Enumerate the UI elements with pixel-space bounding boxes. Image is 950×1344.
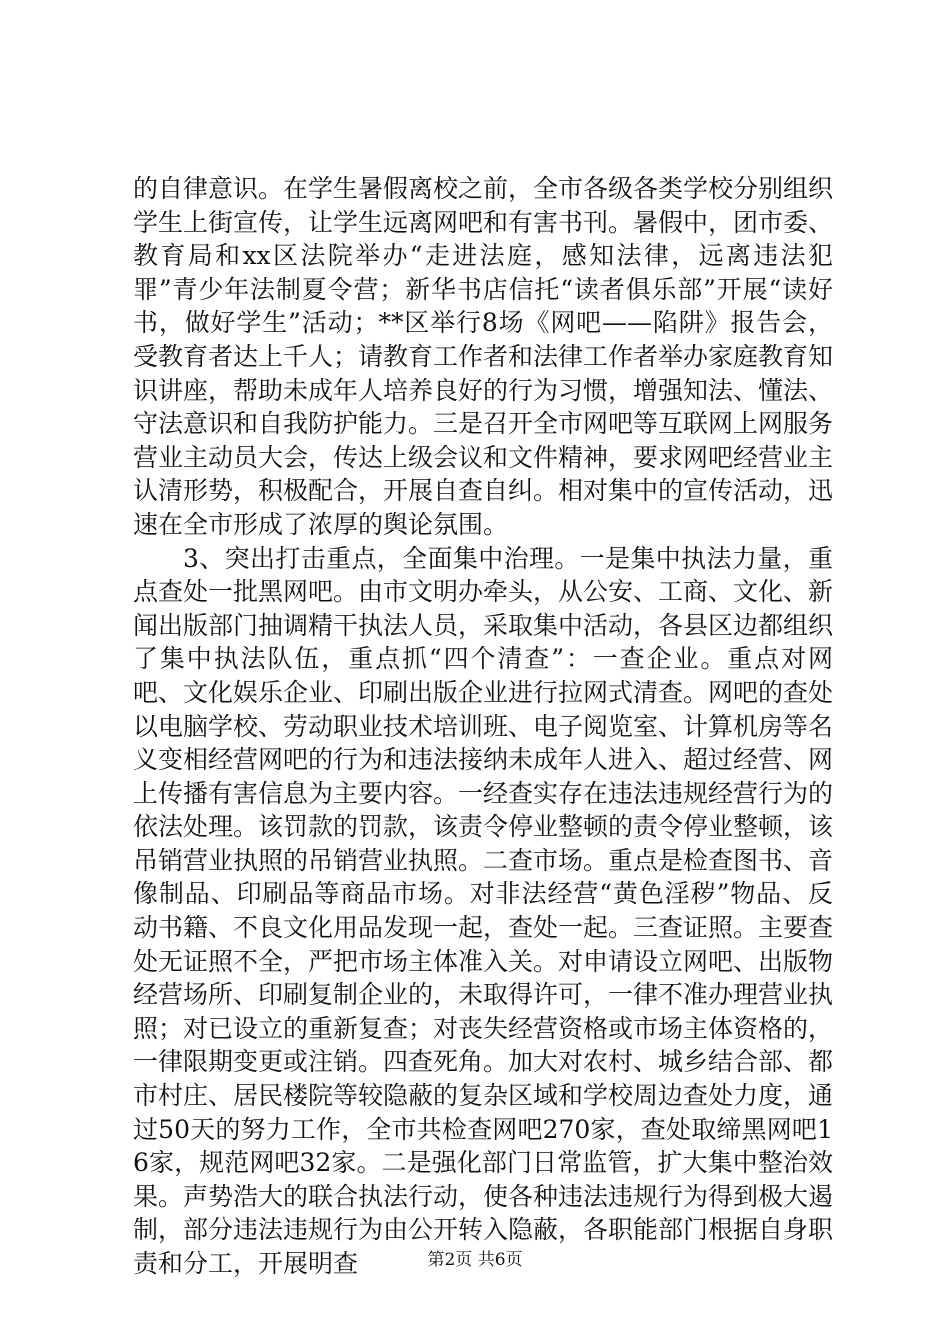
body-text <box>133 172 833 1281</box>
paragraph-section-3: 3、突出打击重点，全面集中治理。一是集中执法力量，重点查处一批黑网吧。由市文明办牵头，从公安、工商、文化、新闻出版部门抽调精干执法人员，采取集中活动，各县区边都组织了集中执法队伍，重点抓“四个清查”：一查企业。重点对网吧、文化娱乐企业、印刷出版企业进行拉网式清查。网吧的查处以电脑学校、劳动职业技术培训班、电子阅览室、计算机房等名义变相经营网吧的行为和违法接纳未成年人进入、超过经营、网上传播有害信息为主要内容。一经查实存在违法违规经营行为的依法处理。该罚款的罚款，该责令停业整顿的责令停业整顿，该吊销营业执照的吊销营业执照。二查市场。重点是检查图书、音像制品、印刷品等商品市场。对非法经营“黄色淫秽”物品、反动书籍、不良文化用品发现一起，查处一起。三查证照。主要查处无证照不全，严把市场主体准入关。对申请设立网吧、出版物经营场所、印刷复制企业的，未取得许可，一律不准办理营业执照；对已设立的重新复查；对丧失经营资格或市场主体资格的，一律限期变更或注销。四查死角。加大对农村、城乡结合部、都市村庄、居民楼院等较隐蔽的复杂区域和学校周边查处力度，通过50天的努力工作，全市共检查网吧270家，查处取缔黑网吧16家，规范网吧32家。二是强化部门日常监管，扩大集中整治效果。声势浩大的联合执法行动，使各种违法违规行为得到极大遏制，部分违法违规行为由公开转入隐蔽，各职能部门根据自身职责和分工，开展明查 <box>133 543 834 1278</box>
page-number-footer: 第2页 共6页 <box>427 1250 523 1270</box>
paragraph-continuation: 的自律意识。在学生暑假离校之前，全市各级各类学校分别组织学生上街宣传，让学生远离网吧和有害书刊。暑假中，团市委、教育局和xx区法院举办“走进法庭，感知法律，远离违法犯罪”青少年法制夏令营；新华书店信托“读者俱乐部”开展“读好书，做好学生”活动；**区举行8场《网吧——陷阱》报告会，受教育者达上千人；请教育工作者和法律工作者举办家庭教育知识讲座，帮助未成年人培养良好的行为习惯，增强知法、懂法、守法意识和自我防护能力。三是召开全市网吧等互联网上网服务营业主动员大会，传达上级会议和文件精神，要求网吧经营业主认清形势，积极配合，开展自查自纠。相对集中的宣传活动，迅速在全市形成了浓厚的舆论氛围。 <box>133 174 834 539</box>
